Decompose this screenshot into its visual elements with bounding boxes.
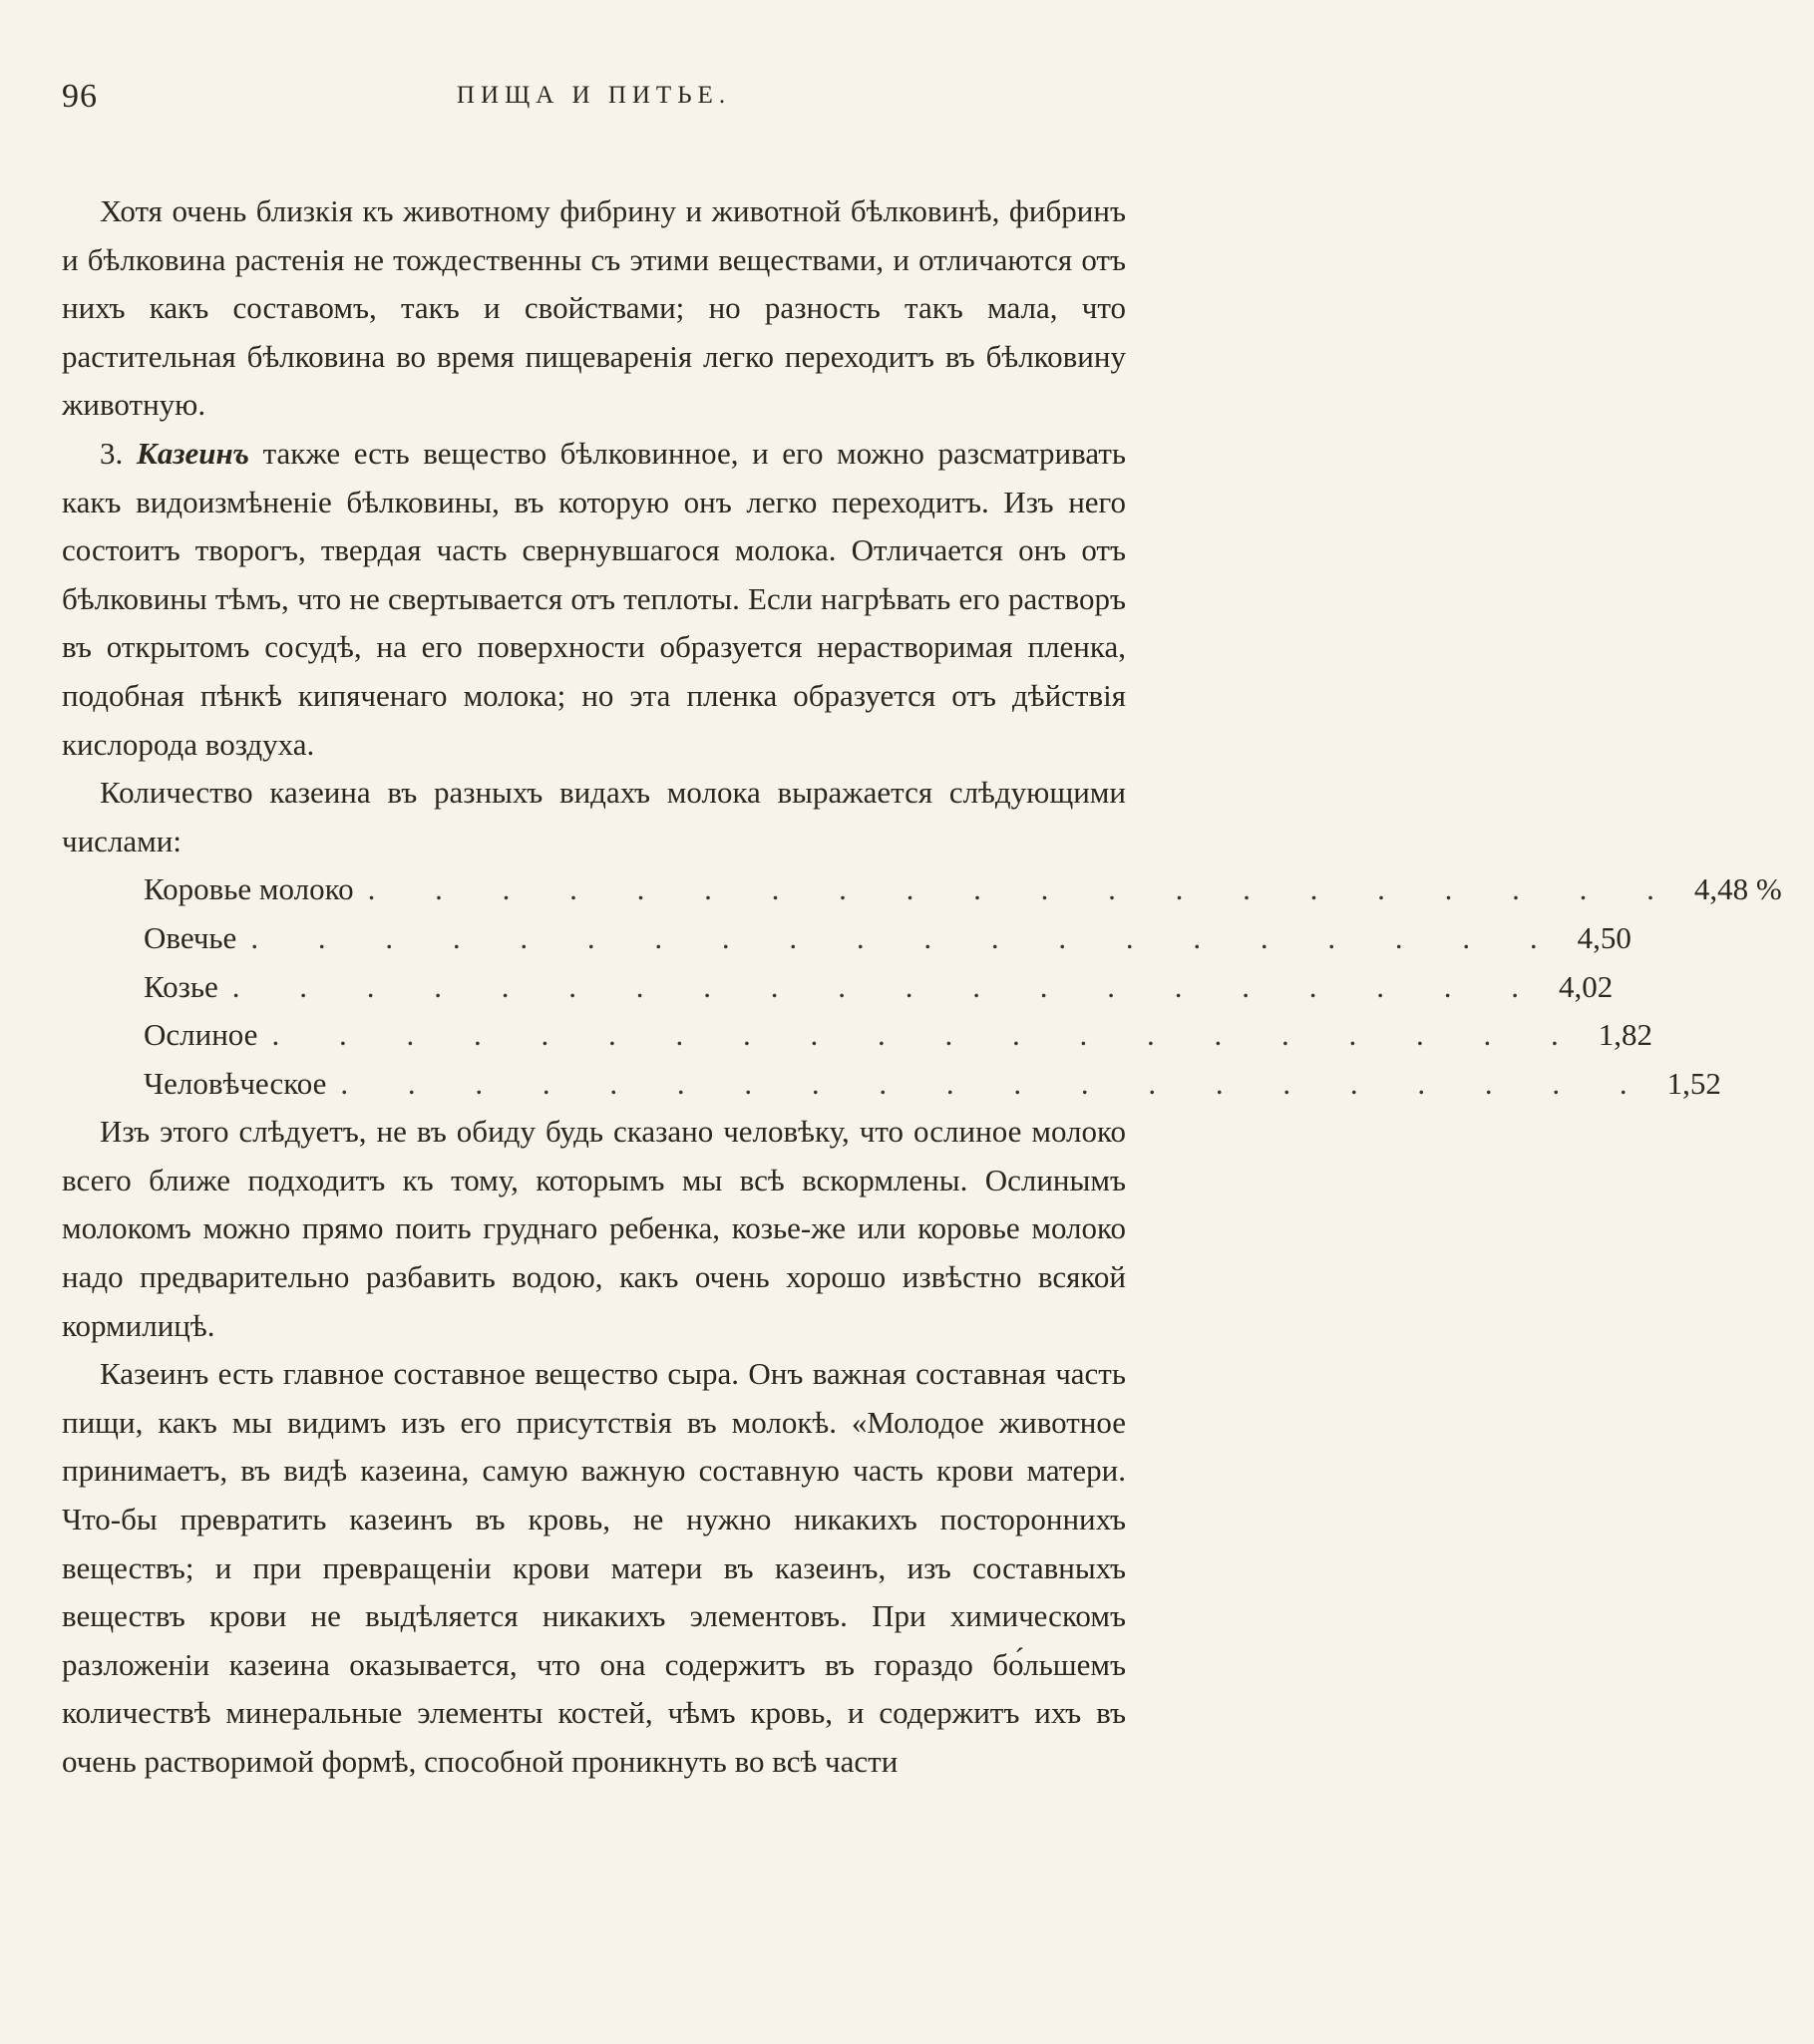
running-title: ПИЩА И ПИТЬЕ. xyxy=(456,82,732,109)
leader-dots: . . . . . . . . . . . . . . . . . . . . xyxy=(340,1065,1653,1101)
body-text xyxy=(62,187,1782,1787)
leader-dots: . . . . . . . . . . . . . . . . . . . . xyxy=(231,968,1546,1004)
page-number: 96 xyxy=(62,78,98,115)
leader-dots: . . . . . . . . . . . . . . . . . . . . xyxy=(367,871,1680,907)
casein-value: 1,82 xyxy=(1598,1017,1652,1053)
section-text: также есть вещество бѣлковинное, и его можно разсматривать какъ видоизмѣненіе бѣлковины, въ которую онъ легко переходитъ. Изъ него состоитъ творогъ, твердая часть свернувшагося молока. Отличается онъ отъ бѣлковины тѣмъ, что не свертывается отъ теплоты. Если нагрѣвать его растворъ въ открытомъ сосудѣ, на его поверхности образуется нерастворимая пленка, подобная пѣнкѣ кипяченаго молока; но эта пленка образуется отъ дѣйствія кислорода воздуха. xyxy=(62,435,1127,762)
table-row xyxy=(144,1060,1721,1109)
section-3-paragraph xyxy=(62,430,1126,769)
milk-label: Человѣческое xyxy=(144,1065,327,1101)
table-intro: Количество казеина въ разныхъ видахъ молока выражается слѣдующими числами: xyxy=(62,775,1126,858)
casein-value: 4,48 % xyxy=(1693,871,1782,907)
paragraph: Казеинъ есть главное составное вещество сыра. Онъ важная составная часть пищи, какъ мы видимъ изъ его присутствія въ молокѣ. «Молодое животное принимаетъ, въ видѣ казеина, самую важную составную часть крови матери. Что-бы превратить казеинъ въ кровь, не нужно никакихъ постороннихъ веществъ; и при превращеніи крови матери въ казеинъ, изъ составныхъ веществъ крови не выдѣляется никакихъ элементовъ. При химическомъ разложеніи казеина оказывается, что она содержитъ въ гораздо бо́льшемъ количествѣ минеральные элементы костей, чѣмъ кровь, и содержитъ ихъ въ очень растворимой формѣ, способной проникнуть во всѣ части xyxy=(62,1356,1126,1779)
table-row xyxy=(144,865,1782,914)
milk-label: Овечье xyxy=(144,919,237,955)
table-row xyxy=(144,1011,1652,1060)
milk-label: Ослиное xyxy=(144,1017,258,1053)
table-row xyxy=(144,914,1632,963)
casein-value: 4,50 xyxy=(1577,919,1632,955)
page-header xyxy=(62,78,1126,124)
casein-table xyxy=(144,865,1782,1108)
leader-dots: . . . . . . . . . . . . . . . . . . . . xyxy=(250,919,1564,955)
casein-value: 4,02 xyxy=(1559,968,1614,1004)
section-number: 3. xyxy=(100,435,124,471)
paragraph: Изъ этого слѣдуетъ, не въ обиду будь сказано человѣку, что ослиное молоко всего ближе подходитъ къ тому, которымъ мы всѣ вскормлены. Ослинымъ молокомъ можно прямо поить груднаго ребенка, козье-же или коровье молоко надо предварительно разбавить водою, какъ очень хорошо извѣстно всякой кормилицѣ. xyxy=(62,1114,1126,1343)
milk-label: Козье xyxy=(144,968,218,1004)
casein-value: 1,52 xyxy=(1666,1065,1721,1101)
leader-dots: . . . . . . . . . . . . . . . . . . . . xyxy=(271,1017,1585,1053)
milk-label: Коровье молоко xyxy=(144,871,354,907)
section-term: Казеинъ xyxy=(136,435,250,471)
table-row xyxy=(144,963,1614,1012)
paragraph: Хотя очень близкія къ животному фибрину и животной бѣлковинѣ, фибринъ и бѣлковина растенія не тождественны съ этими веществами, и отличаются отъ нихъ какъ составомъ, такъ и свойствами; но разность такъ мала, что растительная бѣлковина во время пищеваренія легко переходитъ въ бѣлковину животную. xyxy=(62,193,1126,423)
